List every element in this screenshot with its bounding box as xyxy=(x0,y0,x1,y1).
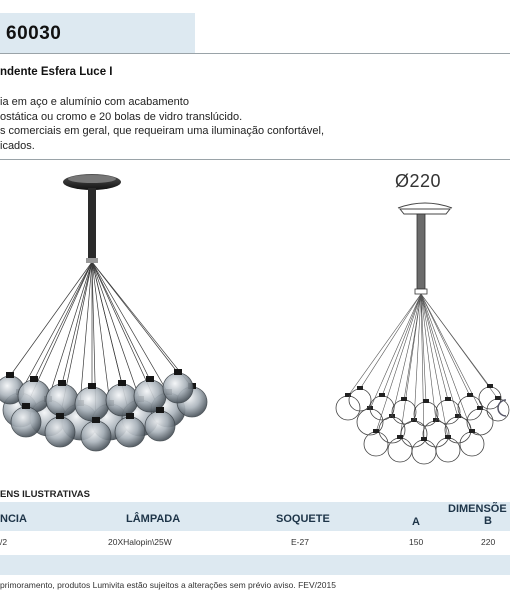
header-rule xyxy=(0,53,510,54)
images-caption: ENS ILUSTRATIVAS xyxy=(0,489,90,500)
product-title: ndente Esfera Luce I xyxy=(0,66,113,78)
header-col1: NCIA xyxy=(0,513,27,525)
footer-band xyxy=(0,555,510,575)
footnote: primoramento, produtos Lumivita estão sujeitos a alterações sem prévio aviso. FEV/2015 xyxy=(0,580,336,590)
header-dimensoes: DIMENSÕE xyxy=(448,503,507,515)
cell-lampada: 20XHalopin\25W xyxy=(108,537,172,547)
spec-table-header xyxy=(0,502,510,531)
description-line: s comerciais em geral, que requeiram uma iluminação confortável, xyxy=(0,125,325,137)
technical-drawing xyxy=(330,160,510,485)
diameter-label: Ø220 xyxy=(395,171,442,191)
description-line: icados. xyxy=(0,139,35,152)
cell-b: 220 xyxy=(481,537,496,547)
description-line: ia em aço e alumínio com acabamento xyxy=(0,96,189,108)
cell-soquete: E-27 xyxy=(291,537,309,547)
product-code: 60030 xyxy=(6,23,62,44)
header-b: B xyxy=(484,515,492,527)
header-lampada: LÂMPADA xyxy=(126,513,181,525)
cell-col1: /2 xyxy=(0,537,8,547)
header-a: A xyxy=(412,516,420,528)
header-soquete: SOQUETE xyxy=(276,513,330,525)
product-photo xyxy=(0,160,215,485)
product-code-band xyxy=(0,13,195,53)
description-line: ostática ou cromo e 20 bolas de vidro translúcido. xyxy=(0,110,243,123)
product-description xyxy=(0,95,324,153)
cell-a: 150 xyxy=(409,537,424,547)
